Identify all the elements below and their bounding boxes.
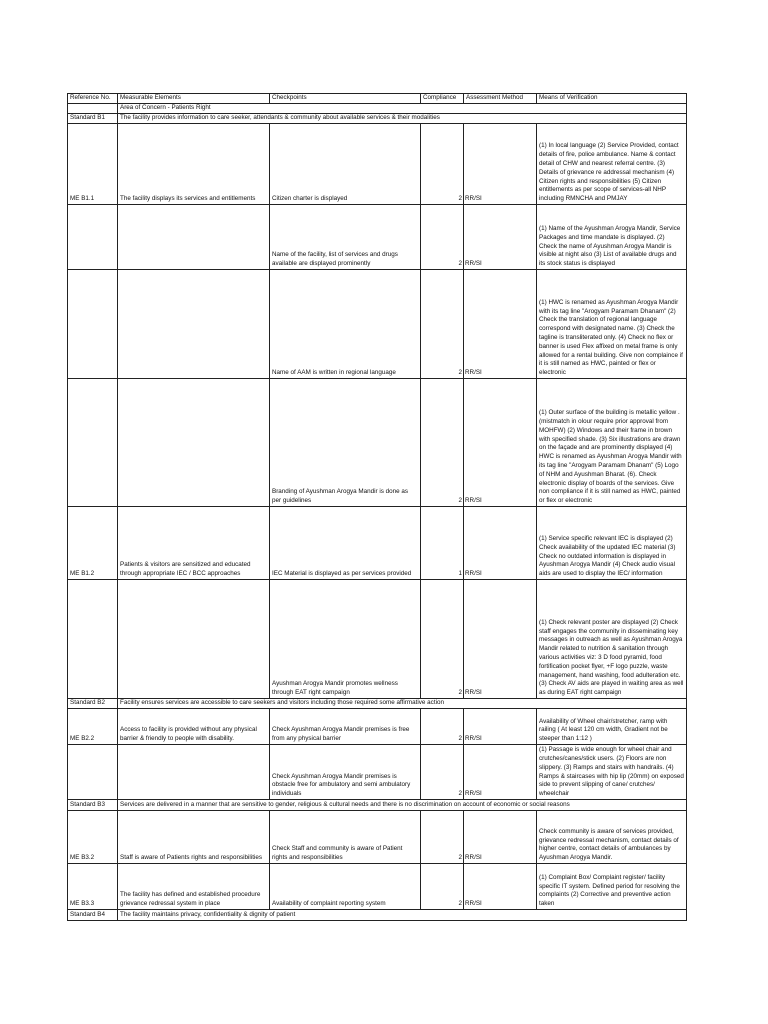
assessment-method: RR/SI bbox=[464, 580, 537, 699]
area-of-concern-row bbox=[68, 104, 687, 114]
means-of-verification: (1) Passage is wide enough for wheel chair and crutches/canes/stick users. (2) Floors are non slippery. (3) Ramps and stairs with handrails. (4) Ramps & staircases with hip lip (20mm) on exposed side to prevent slipping of cane/ crutches/ wheelchair bbox=[537, 745, 687, 800]
assessment-method: RR/SI bbox=[464, 205, 537, 270]
means-of-verification: (1) HWC is renamed as Ayushman Arogya Mandir with its tag line "Arogyam Paramam Dhanam" (2) Check the translation of regional language correspond with designated name. (3) Check the tagline is transliterated only. (4) Check no flex or banner is used Flex affixed on metal frame is only allowed for a rental building. Give non complaince if it is still named as HWC, painted or flex or electronic bbox=[537, 270, 687, 379]
reference-no bbox=[68, 379, 118, 507]
means-of-verification: (1) Check relevant poster are displayed (2) Check staff engages the community in disseminating key messages in outreach as well as Ayushman Arogya Mandir related to nutrition & sanitation through various activities viz: 3 D food pyramid, food fortification pocket flyer, +F logo puzzle, waste management, hand washing, food adulteration etc. (3) Check AV aids are played in waiting area as well as during EAT right campaign bbox=[537, 580, 687, 699]
header-assessment-method: Assessment Method bbox=[464, 94, 537, 104]
measurable-element bbox=[118, 379, 270, 507]
assessment-checklist-table bbox=[67, 93, 687, 921]
reference-no bbox=[68, 270, 118, 379]
standard-description: Facility ensures services are accessible to care seekers and visitors including those required some affirmative action bbox=[118, 699, 687, 709]
reference-no: ME B1.1 bbox=[68, 124, 118, 205]
checkpoint: Availability of complaint reporting system bbox=[270, 864, 421, 910]
measurable-element: The facility displays its services and entitlements bbox=[118, 124, 270, 205]
compliance-score: 1 bbox=[421, 507, 464, 580]
means-of-verification: (1) Outer surface of the building is metallic yellow . (mistmatch in olour require prior approval from MOHFW) (2) Windows and their frame in brown with specified shade. (3) Six illustrations are drawn on the façade and are prominently displayed (4) HWC is renamed as Ayushman Arogya Mandir with its tag line "Arogyam Paramam Dhanam" (5) Logo of NHM and Ayushman Bharat. (6). Check electronic display of boards of the services. Give non compliance if it is still named as HWC, painted or flex or electronic bbox=[537, 379, 687, 507]
checkpoint-row bbox=[68, 507, 687, 580]
checkpoint-row bbox=[68, 709, 687, 745]
header-checkpoints: Checkpoints bbox=[270, 94, 421, 104]
compliance-score: 2 bbox=[421, 379, 464, 507]
checkpoint-row bbox=[68, 205, 687, 270]
area-of-concern-ref bbox=[68, 104, 118, 114]
assessment-method: RR/SI bbox=[464, 124, 537, 205]
measurable-element bbox=[118, 580, 270, 699]
compliance-score: 2 bbox=[421, 270, 464, 379]
compliance-score: 2 bbox=[421, 864, 464, 910]
header-reference-no: Reference No. bbox=[68, 94, 118, 104]
standard-description: The facility provides information to care seeker, attendants & community about available services & their modalities bbox=[118, 114, 687, 124]
compliance-score: 2 bbox=[421, 709, 464, 745]
compliance-score: 2 bbox=[421, 580, 464, 699]
checkpoint-row bbox=[68, 379, 687, 507]
header-compliance: Compliance bbox=[421, 94, 464, 104]
checkpoint-row bbox=[68, 270, 687, 379]
means-of-verification: (1) Name of the Ayushman Arogya Mandir, Service Packages and time mandate is displayed. (2) Check the name of Ayushman Arogya Mandir is visible at night also (3) List of available drugs and its stock status is displayed bbox=[537, 205, 687, 270]
area-of-concern: Area of Concern - Patients Right bbox=[118, 104, 687, 114]
compliance-score: 2 bbox=[421, 205, 464, 270]
checkpoint-row bbox=[68, 124, 687, 205]
checkpoint-row bbox=[68, 864, 687, 910]
checkpoint: Check Ayushman Arogya Mandir premises is obstacle free for ambulatory and semi ambulatory individuals bbox=[270, 745, 421, 800]
standard-ref: Standard B4 bbox=[68, 910, 118, 921]
measurable-element bbox=[118, 745, 270, 800]
reference-no: ME B1.2 bbox=[68, 507, 118, 580]
checkpoint: Check Ayushman Arogya Mandir premises is free from any physical barrier bbox=[270, 709, 421, 745]
checkpoint: Citizen charter is displayed bbox=[270, 124, 421, 205]
checkpoint: Branding of Ayushman Arogya Mandir is done as per guidelines bbox=[270, 379, 421, 507]
checkpoint: Ayushman Arogya Mandir promotes wellness through EAT right campaign bbox=[270, 580, 421, 699]
reference-no bbox=[68, 205, 118, 270]
header-row bbox=[68, 94, 687, 104]
measurable-element bbox=[118, 270, 270, 379]
assessment-method: RR/SI bbox=[464, 709, 537, 745]
standard-row bbox=[68, 699, 687, 709]
standard-ref: Standard B3 bbox=[68, 800, 118, 811]
checkpoint: Check Staff and community is aware of Patient rights and responsibilities bbox=[270, 811, 421, 864]
checkpoint: IEC Material is displayed as per services provided bbox=[270, 507, 421, 580]
compliance-score: 2 bbox=[421, 124, 464, 205]
reference-no: ME B2.2 bbox=[68, 709, 118, 745]
means-of-verification: (1) In local language (2) Service Provided, contact details of fire, police ambulance. Name & contact detail of CHW and nearest referral centre. (3) Details of grievance re addressal mechanism (4) Citizen rights and responsibilities (5) Citizen entitlements as per scope of services-all NHP including RMNCHA and PMJAY bbox=[537, 124, 687, 205]
assessment-method: RR/SI bbox=[464, 745, 537, 800]
standard-row bbox=[68, 910, 687, 921]
assessment-method: RR/SI bbox=[464, 270, 537, 379]
assessment-method: RR/SI bbox=[464, 864, 537, 910]
reference-no bbox=[68, 580, 118, 699]
standard-row bbox=[68, 114, 687, 124]
standard-ref: Standard B2 bbox=[68, 699, 118, 709]
reference-no bbox=[68, 745, 118, 800]
measurable-element: Staff is aware of Patients rights and responsibilities bbox=[118, 811, 270, 864]
standard-description: The facility maintains privacy, confidentiality & dignity of patient bbox=[118, 910, 687, 921]
measurable-element: Patients & visitors are sensitized and educated through appropriate IEC / BCC approaches bbox=[118, 507, 270, 580]
means-of-verification: (1) Service specific relevant IEC is displayed (2) Check availability of the updated IEC material (3) Check no outdated information is displayed in Ayushman Arogya Mandir (4) Check audio visual aids are used to display the IEC/ information bbox=[537, 507, 687, 580]
assessment-method: RR/SI bbox=[464, 811, 537, 864]
reference-no: ME B3.3 bbox=[68, 864, 118, 910]
checkpoint-row bbox=[68, 580, 687, 699]
header-measurable-elements: Measurable Elements bbox=[118, 94, 270, 104]
means-of-verification: Check community is aware of services provided, grievance redressal mechanism, contact details of higher centre, contact details of ambulances by Ayushman Arogya Mandir. bbox=[537, 811, 687, 864]
compliance-score: 2 bbox=[421, 745, 464, 800]
checkpoint: Name of AAM is written in regional language bbox=[270, 270, 421, 379]
checkpoint: Name of the facility, list of services and drugs available are displayed prominently bbox=[270, 205, 421, 270]
checkpoint-row bbox=[68, 745, 687, 800]
header-means-of-verification: Means of Verification bbox=[537, 94, 687, 104]
means-of-verification: Availability of Wheel chair/stretcher, ramp with railing ( At least 120 cm width, Gradient not be steeper than 1:12 ) bbox=[537, 709, 687, 745]
standard-ref: Standard B1 bbox=[68, 114, 118, 124]
measurable-element bbox=[118, 205, 270, 270]
means-of-verification: (1) Complaint Box/ Complaint register/ facility specific IT system. Defined period for resolving the complaints (2) Corrective and preventive action taken bbox=[537, 864, 687, 910]
compliance-score: 2 bbox=[421, 811, 464, 864]
standard-description: Services are delivered in a manner that are sensitive to gender, religious & cultural needs and there is no discrimination on account of economic or social reasons bbox=[118, 800, 687, 811]
measurable-element: Access to facility is provided without any physical barrier & friendly to people with disability. bbox=[118, 709, 270, 745]
reference-no: ME B3.2 bbox=[68, 811, 118, 864]
assessment-method: RR/SI bbox=[464, 507, 537, 580]
standard-row bbox=[68, 800, 687, 811]
assessment-method: RR/SI bbox=[464, 379, 537, 507]
measurable-element: The facility has defined and established procedure grievance redressal system in place bbox=[118, 864, 270, 910]
checkpoint-row bbox=[68, 811, 687, 864]
